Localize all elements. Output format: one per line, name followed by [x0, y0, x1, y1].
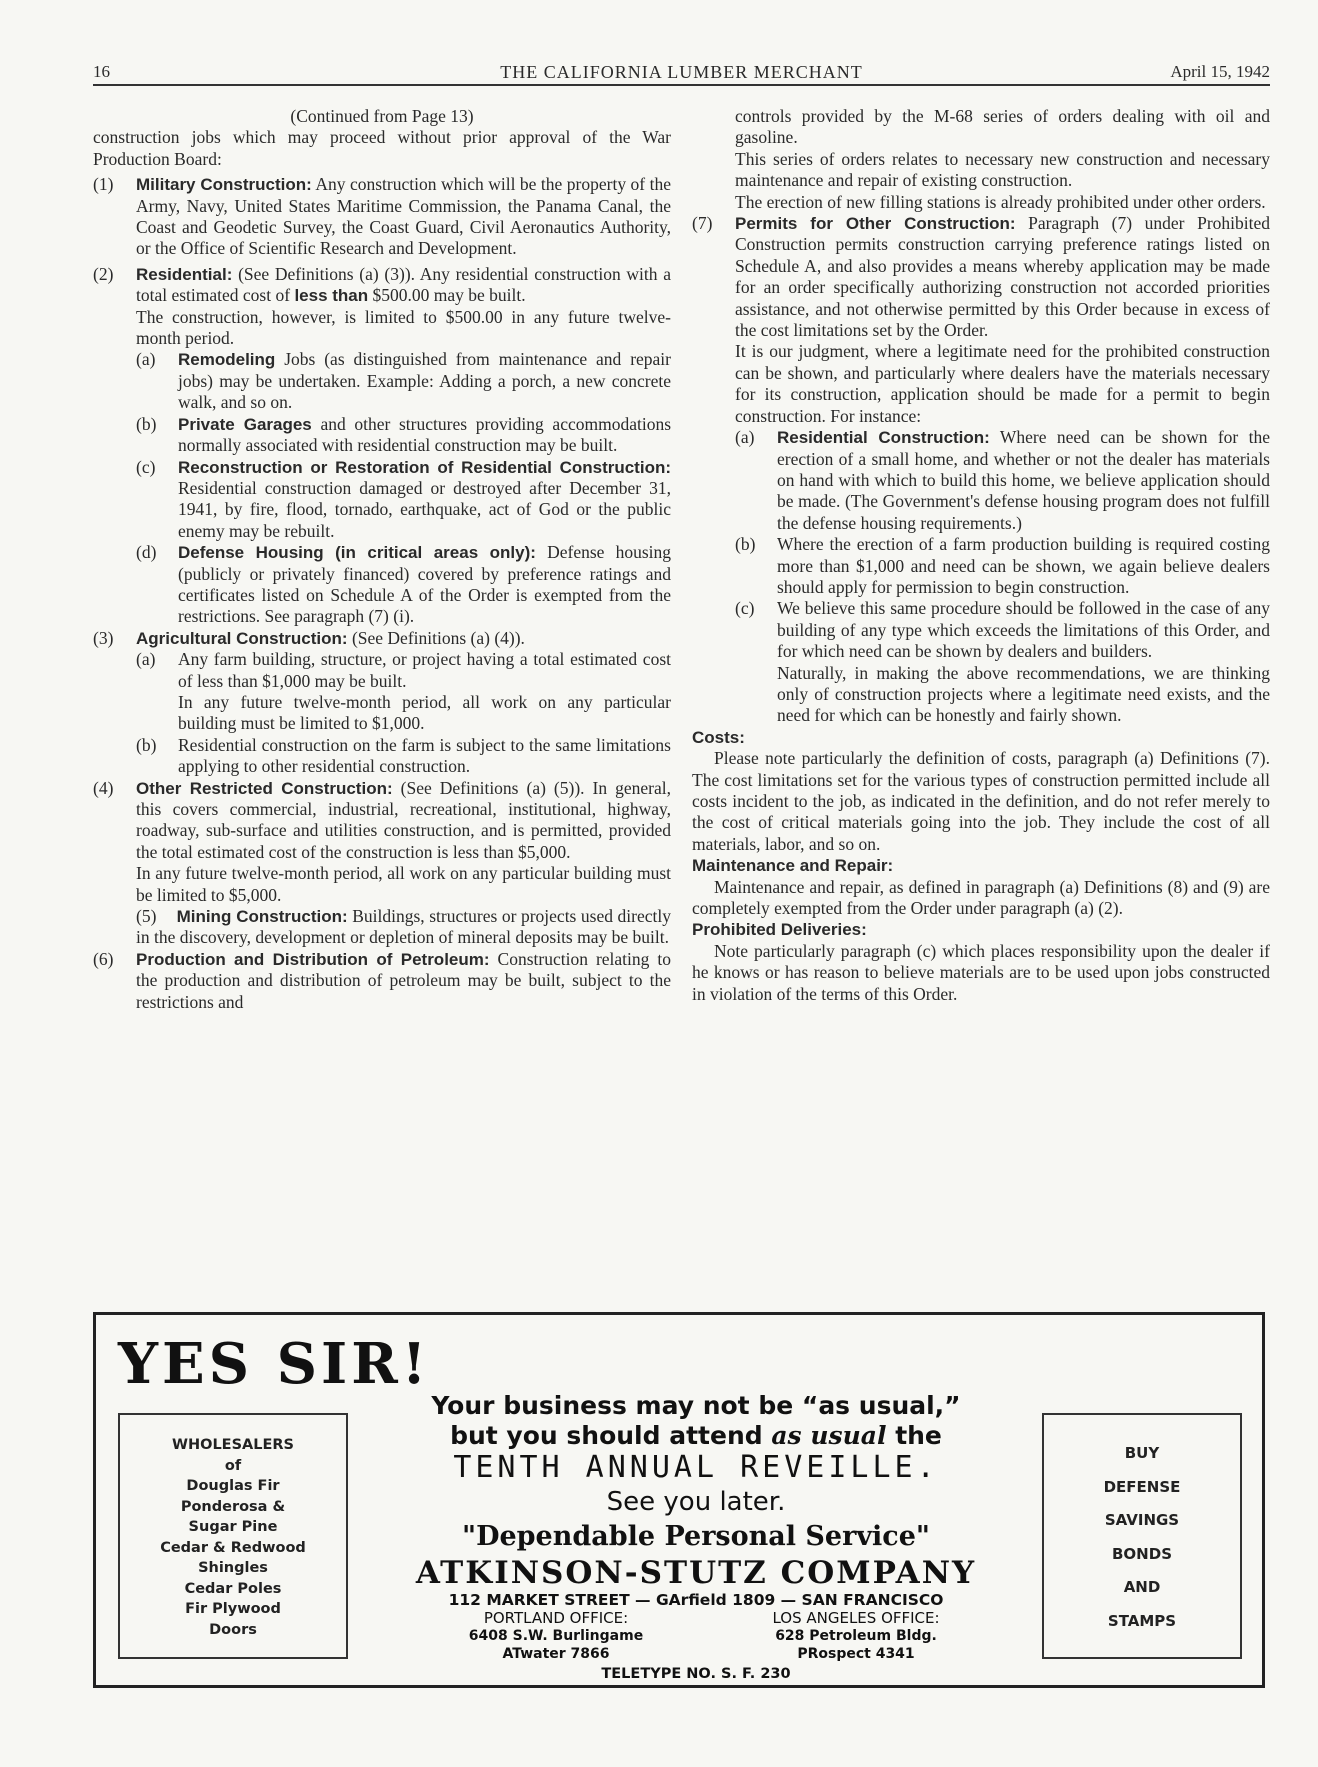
- page-header: [93, 62, 1270, 84]
- agricultural-note: In any future twelve-month period, all work on any particular building must be limited to $1,000.: [178, 691, 671, 734]
- item-agricultural-b: (b) Residential construction on the farm is subject to the same limitations applying to other residential construction.: [136, 734, 671, 777]
- slogan: "Dependable Personal Service": [462, 1521, 930, 1552]
- item-defense-housing: (d) Defense Housing (in critical areas only): Defense housing (publicly or privately financed) covered by preference ratings and certificates listed on Schedule A of the Order is exempted from the restrictions. See paragraph (7) (i).: [136, 542, 671, 627]
- portland-office: PORTLAND OFFICE: 6408 S.W. Burlingame ATwater 7866: [468, 1609, 644, 1662]
- prohibited-heading: Prohibited Deliveries:: [692, 920, 867, 940]
- item-mining: (5) Mining Construction: Buildings, structures or projects used directly in the discovery, development or depletion of mineral deposits may be built.: [136, 906, 672, 948]
- bonds-line: STAMPS: [1107, 1611, 1177, 1630]
- item-permits-residential: (a) Residential Construction: Where need can be shown for the erection of a small home, and whether or not the dealer has materials on hand with which to build this home, we believe application should be made. (The Government's defense housing program does not fulfill the defense housing requirements.): [735, 427, 1270, 533]
- item-other-restricted: (4) Other Restricted Construction: (See Definitions (a) (5)). In general, this covers commercial, industrial, recreational, institutional, highway, roadway, sub-surface and utilities construction, and is permitted, provided the total estimated cost of the construction is less than $5,000.: [93, 777, 672, 862]
- wholesalers-line: Doors: [209, 1621, 257, 1638]
- item-reconstruction: (c) Reconstruction or Restoration of Residential Construction: Residential construction damaged or destroyed after December 31, 1941, by fire, flood, tornado, earthquake, act of God or the public enemy may be rebuilt.: [136, 456, 671, 541]
- wholesalers-line: Cedar & Redwood: [160, 1539, 306, 1556]
- prohibited-text: Note particularly paragraph (c) which places responsibility upon the dealer if he knows or has reason to believe materials are to be used upon jobs constructed in violation of the terms of this Order.: [692, 940, 1270, 1004]
- bonds-line: SAVINGS: [1104, 1511, 1180, 1529]
- atkinson-stutz-advertisement: [93, 1312, 1265, 1688]
- left-column: [93, 106, 671, 1013]
- wholesalers-line: Fir Plywood: [185, 1601, 281, 1617]
- wholesalers-line: Shingles: [198, 1560, 268, 1576]
- wholesalers-line: Sugar Pine: [188, 1519, 278, 1535]
- ad-headline: YES SIR!: [118, 1331, 431, 1397]
- bonds-line: BONDS: [1112, 1544, 1172, 1563]
- header-rule: [93, 84, 1270, 86]
- item-permits: (7) Permits for Other Construction: Paragraph (7) under Prohibited Construction permits construction carrying preference ratings listed on Schedule A, and also provides a means whereby application may be made for an order specifically authorizing construction not accorded priorities assistance, and not otherwise permitted by this Order because in excess of the cost limitations set by the Order.: [692, 213, 1270, 341]
- wholesalers-line: Ponderosa &: [180, 1498, 286, 1515]
- item-agricultural-a: (a) Any farm building, structure, or project having a total estimated cost of less than $1,000 may be built.: [136, 649, 671, 691]
- company-name: ATKINSON-STUTZ COMPANY: [415, 1555, 977, 1591]
- issue-date: April 15, 1942: [1170, 62, 1270, 81]
- bonds-line: AND: [1123, 1578, 1161, 1596]
- right-column: [692, 106, 1270, 1005]
- continuation-text: controls provided by the M-68 series of orders dealing with oil and gasoline.: [735, 106, 1270, 148]
- costs-text: Please note particularly the definition of costs, paragraph (a) Definitions (7). The cost limitations set for the various types of construction permitted include all costs incident to the job, as indicated in the definition, and do not refer merely to the cost of critical materials going into the job. They include the cost of all materials, labor, and so on.: [692, 748, 1270, 854]
- item-agricultural: (3) Agricultural Construction: (See Definitions (a) (4)).: [93, 627, 525, 648]
- item-petroleum: (6) Production and Distribution of Petroleum: Construction relating to the production and distribution of petroleum may be built, subject to the restrictions and: [93, 948, 671, 1012]
- intro-paragraph: construction jobs which may proceed without prior approval of the War Production Board:: [93, 127, 671, 169]
- reveille-line: TENTH ANNUAL REVEILLE.: [453, 1450, 939, 1485]
- defense-bonds-box: [1042, 1413, 1242, 1659]
- wholesalers-line: WHOLESALERS: [171, 1437, 295, 1453]
- residential-note: The construction, however, is limited to $500.00 in any future twelve-month period.: [136, 306, 671, 349]
- orders-paragraph: This series of orders relates to necessary new construction and necessary maintenance and repair of existing construction.: [735, 148, 1270, 191]
- wholesalers-line: Cedar Poles: [184, 1580, 282, 1597]
- wholesalers-line: Douglas Fir: [186, 1478, 280, 1494]
- maintenance-text: Maintenance and repair, as defined in paragraph (a) Definitions (8) and (9) are completely exempted from the Order under paragraph (a) (2).: [692, 876, 1270, 919]
- recommendations-note: Naturally, in making the above recommendations, we are thinking only of construction projects where a legitimate need exists, and the need for which can be honestly and fairly shown.: [777, 662, 1270, 726]
- item-permits-any: (c) We believe this same procedure should be followed in the case of any building of any type which exceeds the limitations of this Order, and for which need can be shown by dealers and builders.: [735, 598, 1270, 662]
- item-private-garages: (b) Private Garages and other structures providing accommodations normally associated with residential construction may be built.: [136, 413, 672, 456]
- teletype: TELETYPE NO. S. F. 230: [601, 1666, 791, 1682]
- costs-heading: Costs:: [692, 727, 745, 747]
- ad-tagline: Your business may not be “as usual,” but you should attend as usual the: [431, 1391, 961, 1450]
- item-permits-farm: (b) Where the erection of a farm production building is required costing more than $1,000 and need can be shown, we again believe dealers should apply for permission to begin construction.: [735, 534, 1270, 597]
- other-restricted-note: In any future twelve-month period, all work on any particular building must be limited to $5,000.: [136, 863, 671, 905]
- judgment-paragraph: It is our judgment, where a legitimate need for the prohibited construction can be shown, and particularly where dealers have the materials necessary for its construction, application should be made for a permit to begin construction. For instance:: [735, 341, 1270, 426]
- bonds-line: DEFENSE: [1103, 1477, 1181, 1496]
- filling-stations-paragraph: The erection of new filling stations is already prohibited under other orders.: [735, 191, 1266, 212]
- maintenance-heading: Maintenance and Repair:: [692, 856, 894, 876]
- see-you-later: See you later.: [606, 1487, 786, 1517]
- company-address: 112 MARKET STREET — GArfield 1809 — SAN FRANCISCO: [448, 1591, 944, 1609]
- wholesalers-box: [118, 1413, 348, 1659]
- los-angeles-office: LOS ANGELES OFFICE: 628 Petroleum Bldg. PRospect 4341: [772, 1609, 940, 1662]
- continued-note: (Continued from Page 13): [290, 106, 474, 126]
- bonds-line: BUY: [1124, 1444, 1160, 1462]
- item-residential: (2) Residential: (See Definitions (a) (3)). Any residential construction with a total estimated cost of less than $500.00 may be built.: [93, 263, 671, 306]
- item-military: (1) Military Construction: Any construction which will be the property of the Army, Navy, United States Maritime Commission, the Panama Canal, the Coast and Geodetic Survey, the Coast Guard, Civil Aeronautics Authority, or the Office of Scientific Research and Development.: [93, 174, 672, 259]
- wholesalers-line: of: [224, 1457, 242, 1474]
- masthead: THE CALIFORNIA LUMBER MERCHANT: [500, 62, 863, 82]
- item-remodeling: (a) Remodeling Jobs (as distinguished from maintenance and repair jobs) may be undertaken. Example: Adding a porch, a new concrete walk, and so on.: [136, 349, 671, 413]
- page-number: 16: [93, 62, 110, 81]
